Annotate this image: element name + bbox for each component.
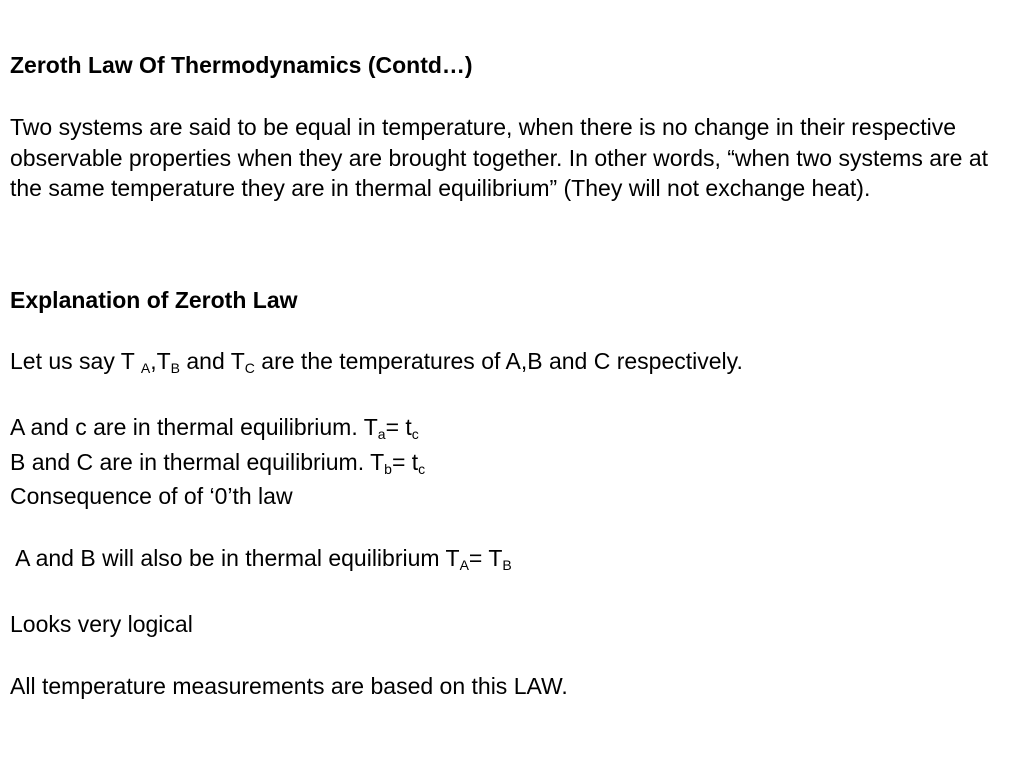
statement-mid-2: and T [179,348,245,374]
ab-text: A and B will also be in thermal equilibrium T [10,545,460,571]
consequence-line: Consequence of of ‘0’th law [10,483,293,509]
ac-subscript-1: a [377,426,386,442]
ac-equilibrium-line [10,412,419,442]
temperatures-statement [10,346,743,376]
logical-line: Looks very logical [10,611,193,637]
bc-subscript-2: c [418,461,426,477]
ab-subscript-1: A [459,557,469,573]
section-heading: Explanation of Zeroth Law [10,287,298,313]
definition-paragraph: Two systems are said to be equal in temperature, when there is no change in their respective observable properties when they are brought together. In other words, “when two systems are at the same temperature they are in thermal equilibrium” (They will not exchange heat). [10,114,989,201]
subscript-a: A [140,360,151,376]
bc-subscript-1: b [384,461,392,477]
ab-subscript-2: B [502,557,512,573]
bc-text: B and C are in thermal equilibrium. T [10,449,385,475]
bc-equals: = t [391,449,419,475]
ac-text: A and c are in thermal equilibrium. T [10,414,378,440]
slide-title: Zeroth Law Of Thermodynamics (Contd…) [10,52,473,78]
subscript-c: C [244,360,255,376]
statement-prefix: Let us say T [10,348,141,374]
ab-equals: = T [468,545,503,571]
ab-equilibrium-line [10,543,512,573]
bc-equilibrium-line [10,447,425,477]
statement-suffix: are the temperatures of A,B and C respectively. [254,348,743,374]
conclusion-line: All temperature measurements are based on this LAW. [10,673,568,699]
ac-equals: = t [385,414,412,440]
statement-mid-1: ,T [150,348,171,374]
subscript-b: B [170,360,180,376]
ac-subscript-2: c [411,426,419,442]
